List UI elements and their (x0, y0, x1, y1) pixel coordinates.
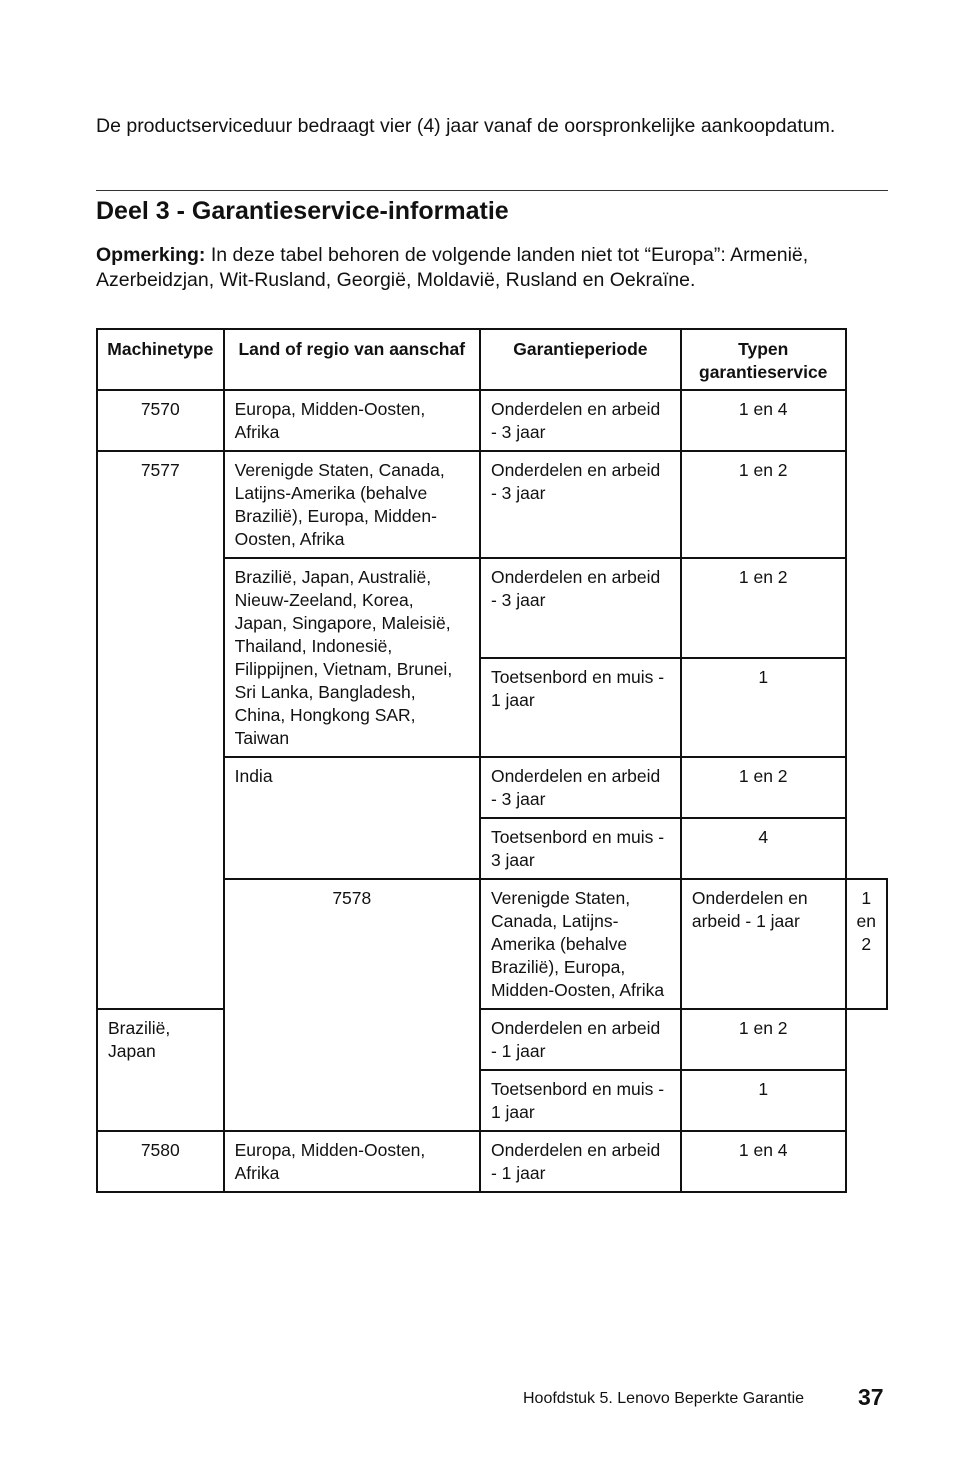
table-row (97, 1009, 887, 1070)
cell-service-type: 1 en 2 (681, 1009, 846, 1070)
note-paragraph (96, 243, 891, 292)
table-row (97, 390, 887, 451)
cell-country: Europa, Midden-Oosten, Afrika (224, 1131, 480, 1192)
cell-machinetype: 7578 (224, 879, 480, 1131)
cell-country: Europa, Midden-Oosten, Afrika (224, 390, 480, 451)
cell-service-type: 1 en 4 (681, 390, 846, 451)
section-divider (96, 190, 888, 191)
page-number: 37 (858, 1384, 884, 1410)
note-label: Opmerking: (96, 244, 206, 266)
table-row (97, 451, 887, 558)
cell-machinetype: 7570 (97, 390, 224, 451)
header-service-type: Typen garantieservice (681, 329, 846, 390)
cell-period: Onderdelen en arbeid - 1 jaar (681, 879, 846, 1009)
cell-period: Toetsenbord en muis - 1 jaar (480, 1070, 681, 1131)
cell-machinetype: 7580 (97, 1131, 224, 1192)
cell-country: Brazilië, Japan, Australië, Nieuw-Zeeland, Korea, Japan, Singapore, Maleisië, Thailand, Indonesië, Filippijnen, Vietnam, Brunei, Sri Lanka, Bangladesh, China, Hongkong SAR, Taiwan (224, 558, 480, 757)
cell-period: Onderdelen en arbeid - 1 jaar (480, 1009, 681, 1070)
cell-service-type: 1 en 2 (681, 757, 846, 818)
footer-chapter: Hoofdstuk 5. Lenovo Beperkte Garantie (523, 1390, 805, 1407)
table-row (97, 1131, 887, 1192)
cell-period: Onderdelen en arbeid - 3 jaar (480, 757, 681, 818)
header-country: Land of regio van aanschaf (224, 329, 480, 390)
cell-period: Onderdelen en arbeid - 1 jaar (480, 1131, 681, 1192)
note-text: In deze tabel behoren de volgende landen niet tot “Europa”: Armenië, Azerbeidzjan, Wit-Rusland, Georgië, Moldavië, Rusland en Oekraïne. (96, 244, 809, 291)
cell-country: Verenigde Staten, Canada, Latijns-Amerika (behalve Brazilië), Europa, Midden-Oosten, Afrika (480, 879, 681, 1009)
cell-period: Toetsenbord en muis - 3 jaar (480, 818, 681, 879)
cell-period: Onderdelen en arbeid - 3 jaar (480, 390, 681, 451)
header-machinetype: Machinetype (97, 329, 224, 390)
cell-service-type: 1 en 2 (846, 879, 887, 1009)
intro-paragraph: De productserviceduur bedraagt vier (4) jaar vanaf de oorspronkelijke aankoopdatum. (96, 115, 836, 137)
cell-service-type: 1 en 2 (681, 451, 846, 558)
header-warranty-period: Garantieperiode (480, 329, 681, 390)
cell-service-type: 1 en 4 (681, 1131, 846, 1192)
cell-service-type: 4 (681, 818, 846, 879)
warranty-table (96, 328, 888, 1193)
cell-service-type: 1 en 2 (681, 558, 846, 658)
cell-country: Verenigde Staten, Canada, Latijns-Amerika (behalve Brazilië), Europa, Midden-Oosten, Afrika (224, 451, 480, 558)
cell-period: Onderdelen en arbeid - 3 jaar (480, 558, 681, 658)
cell-service-type: 1 (681, 1070, 846, 1131)
table-header-row (97, 329, 887, 390)
cell-period: Toetsenbord en muis - 1 jaar (480, 658, 681, 758)
section-heading: Deel 3 - Garantieservice-informatie (96, 197, 509, 225)
cell-service-type: 1 (681, 658, 846, 758)
cell-period: Onderdelen en arbeid - 3 jaar (480, 451, 681, 558)
cell-country: Brazilië, Japan (97, 1009, 224, 1131)
cell-machinetype: 7577 (97, 451, 224, 1009)
cell-country: India (224, 757, 480, 879)
